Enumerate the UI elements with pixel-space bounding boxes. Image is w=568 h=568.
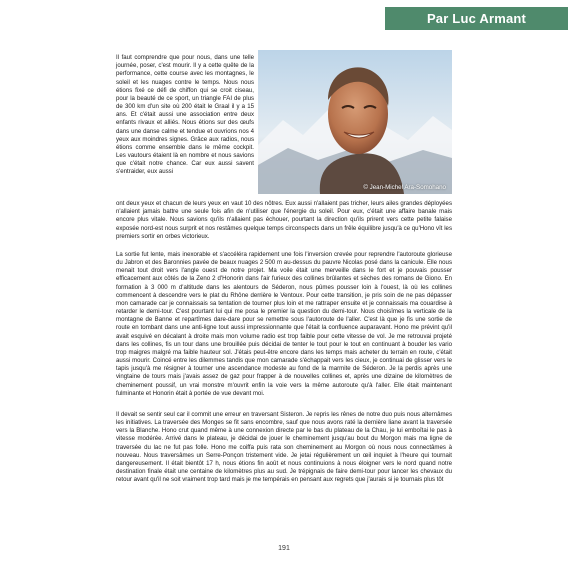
article: [116, 48, 452, 240]
portrait-photo: [258, 50, 452, 194]
lead-continued-paragraph: ont deux yeux et chacun de leurs yeux en vaut 10 des nôtres. Eux aussi n'allaient pas tricher, leurs ailes grandes déployées n'allaient jamais battre une seule fois afin de n'utiliser que l'énergie du soleil. Pour eux, c'était une affaire banale mais encore plus vitale. Nous savions qu'ils n'allaient pas échouer, pourtant la direction qu'ils prirent vers cette petite falaise exposée nord-est nous surprit et nos restâmes quelque temps circonspects dans un frêle équilibre jusqu'à ce qu'Hono vît les premiers sortir en orbes victorieux.: [116, 200, 452, 240]
page-number: 191: [278, 545, 290, 552]
body-paragraph-2: Il devait se sentir seul car il commit une erreur en traversant Sisteron. Je repris les rênes de notre duo puis nous alternâmes les initiatives. La traversée des Monges se fit sans encombre, sauf que nous avons raté la dernière liane avant la traversée vers la Blanche. Hono crut quand même à une connexion directe par le bas du plateau de la Chau, je lui emboîtai le pas à vitesse modérée. Arrivé dans le plateau, je décidai de jouer le cheminement jusqu'au bout du Morgon mais ma ligne de traversée du lac ne fut pas folle. Hono me coiffa puis rata son cheminement au Morgon où nous nous connectâmes à nouveau. Nous traversâmes un Serre-Ponçon tristement vide. Je jetai régulièrement un œil inquiet à l'heure qui tournait dangereusement. Il était bientôt 17 h, nous étions fin août et nous continuions à nous éloigner vers le nord quand notre destination finale était une centaine de kilomètres plus au sud. Je trépignais de faire demi-tour pour lancer les chevaux du retour avant qu'il ne soit vraiment trop tard mais je me tempérais en pensant aux regrets que j'aurais si je tournais plus tôt: [116, 411, 452, 484]
lead-block: [116, 48, 452, 240]
lead-paragraph: Il faut comprendre que pour nous, dans une telle journée, poser, c'est mourir. Il y a cette quête de la performance, cette course avec les montagnes, le soleil et les nuages contre le temps. Nous nous étions fixé ce défi de chiffon qui se croit ciseau, pour la beauté de ce sport, un triangle FAI de plus de 300 km d'un site où 200 était le Graal il y a 15 ans. Et c'était aussi une association entre deux enfants rivaux et alliés. Nous étions sur des œufs dans une danse calme et tendue et ouvrions nos 4 yeux aux moindres signes. Grâce aux radios, nous étions comme ensemble dans le même cockpit. Les vautours étaient là en nombre et nous savions que c'était notre chance. Car eux aussi savent s'entraider, eux aussi: [116, 54, 254, 176]
body-paragraph-1: La sortie fut lente, mais inexorable et s'accéléra rapidement une fois l'inversion crevée pour reprendre l'autoroute glorieuse du Jabron et des Baronnies pavée de beaux nuages 2 500 m au-dessus du pauvre Nicolas posé dans la canicule. Elle nous menait tout droit vers l'angle ouest de notre projet. Ma voile était une merveille dans le fort et je pouvais pousser efficacement aux côtés de la Zeno 2 d'Honorin dans l'air furieux des collines brûlantes et sèches des romans de Giono. En formation à 3 000 m d'altitude dans les alentours de Séderon, nous pûmes pousser loin à l'ouest, là où les collines commencent à descendre vers le plat du Rhône derrière le Ventoux. Pour cette transition, je pris soin de ne pas dépasser mon camarade car je connaissais sa tentation de tourner plus loin et me rattraper ensuite et je connaissais ma couardise à retarder le demi-tour. C'est pourtant lui qui me posa le premier la question du demi-tour. Nous choisîmes la verticale de la montagne de Banne et repartîmes dare-dare pour se remettre sous l'autoroute de l'aller. C'est là que je fis une sortie de route en tombant dans une anti-ligne tout aussi impressionnante que l'était la confluence auparavant. Hono me prévint qu'il avait esquivé en décalant à droite mais mon volume radio est trop faible pour cette vitesse de vol. Je me retrouvai projeté dans les collines, fis un tour dans une brouillée puis décidai de tenter le tout pour le tout en continuant à bouder les vario trop maigres malgré ma faible hauteur sol. J'étais peut-être encore dans les temps mais acheter du terrain en route, c'était aussi mourir. Coincé entre les dilemmes tandis que mon camarade s'échappait vers les cieux, je continuai de glisser vers le tapis jusqu'à me résigner à tourner une ascendance modeste au fond de la marmite de Séderon. Je la perdis après une vingtaine de tours mais j'avais assez de gaz pour frapper à de nouvelles collines et, après une dizaine de kilomètres de cheminement poussif, un vrai monstre m'ouvrit enfin la voie vers la même autoroute qu'à l'aller. Elle était maintenant fulminante et Honorin était à portée de vue devant moi.: [116, 251, 452, 397]
author-header: Par Luc Armant: [385, 7, 568, 30]
photo-credit: © Jean-Michel Ara-Somohano: [363, 184, 446, 191]
portrait-illustration: [258, 50, 452, 194]
